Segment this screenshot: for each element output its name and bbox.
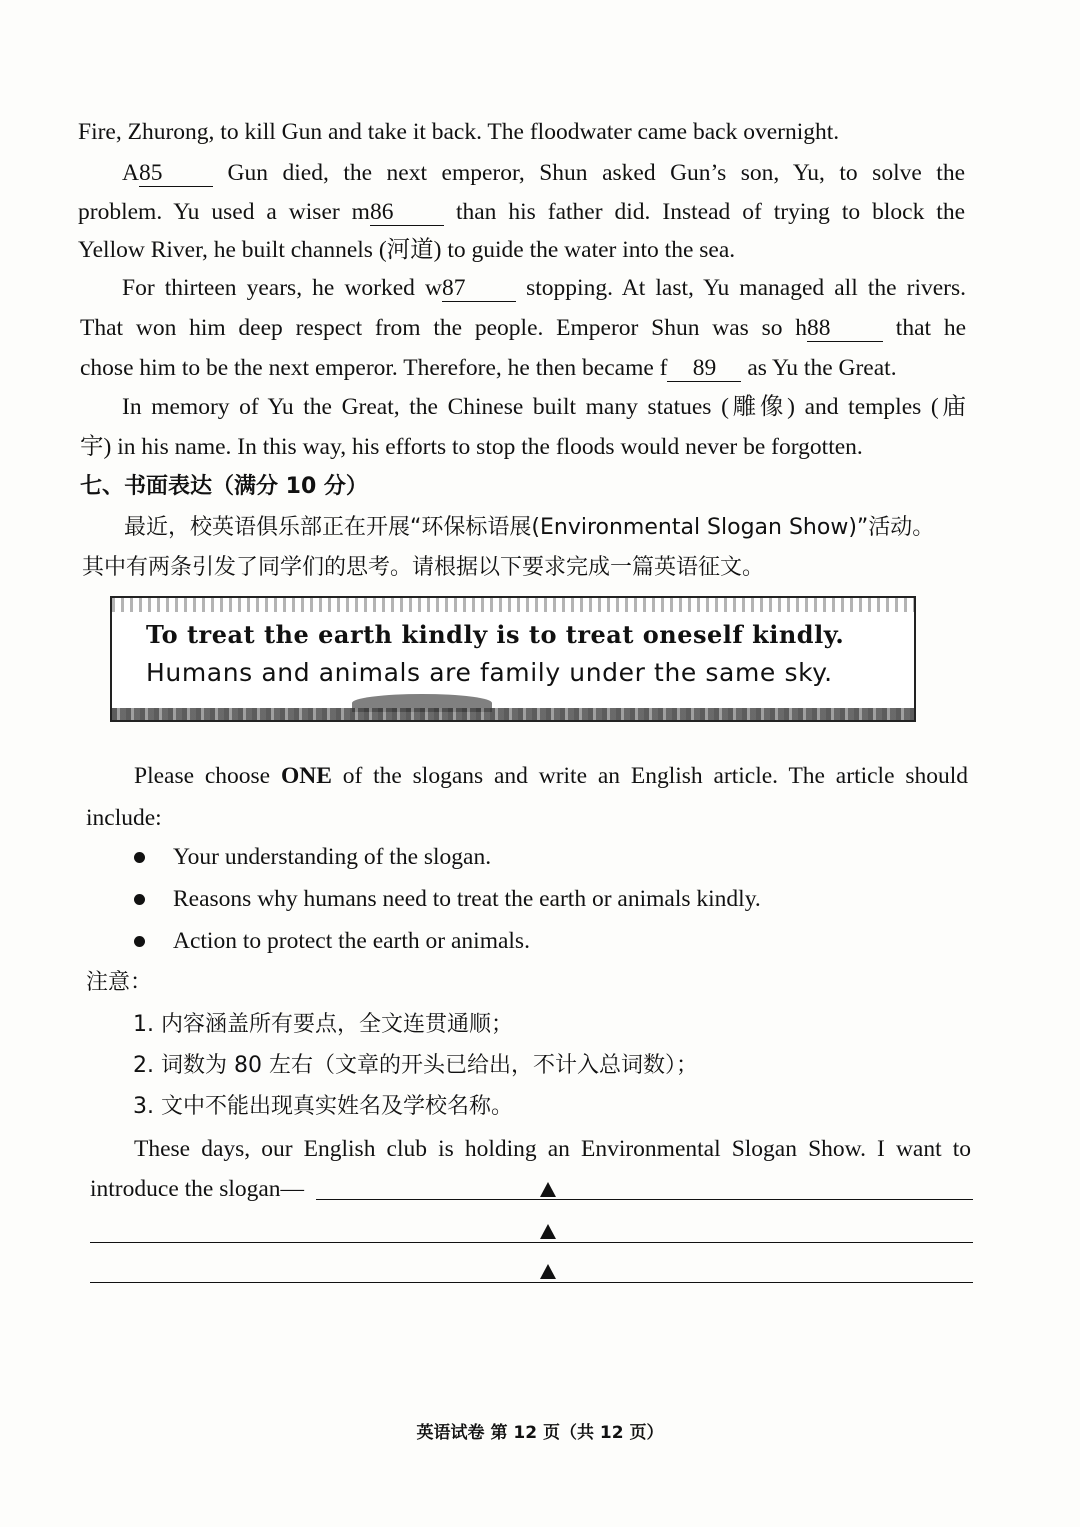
slogan-1: To treat the earth kindly is to treat oneself kindly. xyxy=(146,620,845,649)
passage-line-1: Fire, Zhurong, to kill Gun and take it back. The floodwater came back overnight. xyxy=(78,119,840,145)
note-2: 2. 词数为 80 左右（文章的开头已给出，不计入总词数）； xyxy=(133,1053,698,1078)
passage-paragraph-4-line-2: 宇) in his name. In this way, his efforts to stop the floods would never be forgotten. xyxy=(80,434,863,460)
triangle-marker-icon xyxy=(540,1264,556,1279)
slogan-2: Humans and animals are family under the same sky. xyxy=(146,658,833,687)
grass-decoration-bottom xyxy=(112,708,914,720)
passage-paragraph-2-line-1: A85 Gun died, the next emperor, Shun asked Gun’s son, Yu, to solve the xyxy=(122,160,966,186)
blank-89[interactable]: 89 xyxy=(667,355,741,382)
note-3: 3. 文中不能出现真实姓名及学校名称。 xyxy=(133,1094,513,1119)
slogan-box xyxy=(110,596,916,722)
blank-87[interactable]: 87 xyxy=(442,275,516,302)
article-start-line-2: introduce the slogan— xyxy=(90,1176,305,1202)
bullet-icon xyxy=(134,852,145,863)
requirement-1: Your understanding of the slogan. xyxy=(173,844,492,870)
bullet-icon xyxy=(134,936,145,947)
triangle-marker-icon xyxy=(540,1182,556,1197)
instruction-line-2: include: xyxy=(86,805,162,831)
requirement-3: Action to protect the earth or animals. xyxy=(173,928,530,954)
grass-decoration-top xyxy=(112,598,914,612)
page-footer: 英语试卷 第 12 页（共 12 页） xyxy=(416,1423,664,1443)
blank-85[interactable]: 85 xyxy=(139,160,213,187)
requirement-2: Reasons why humans need to treat the earth or animals kindly. xyxy=(173,886,761,912)
passage-paragraph-4-line-1: In memory of Yu the Great, the Chinese built many statues (雕像) and temples (庙 xyxy=(122,394,966,420)
instruction-line-1: Please choose ONE of the slogans and write an English article. The article should xyxy=(134,763,969,789)
writing-intro-line-2: 其中有两条引发了同学们的思考。请根据以下要求完成一篇英语征文。 xyxy=(82,555,765,580)
passage-paragraph-3-line-2: That won him deep respect from the people. Emperor Shun was so h88 that he xyxy=(80,315,966,341)
notes-title: 注意： xyxy=(86,970,153,995)
blank-88[interactable]: 88 xyxy=(807,315,883,342)
note-1: 1. 内容涵盖所有要点，全文连贯通顺； xyxy=(133,1012,513,1037)
triangle-marker-icon xyxy=(540,1224,556,1239)
passage-paragraph-3-line-1: For thirteen years, he worked w87 stopping. At last, Yu managed all the rivers. xyxy=(122,275,967,301)
passage-paragraph-2-line-2: problem. Yu used a wiser m86 than his father did. Instead of trying to block the xyxy=(78,199,965,225)
answer-line-2[interactable] xyxy=(90,1242,973,1243)
writing-intro-line-1: 最近，校英语俱乐部正在开展“环保标语展(Environmental Slogan Show)”活动。 xyxy=(124,515,935,540)
section-title: 七、书面表达（满分 10 分） xyxy=(80,474,368,499)
answer-line-3[interactable] xyxy=(90,1282,973,1283)
bullet-icon xyxy=(134,894,145,905)
blank-86[interactable]: 86 xyxy=(370,199,444,226)
passage-paragraph-3-line-3: chose him to be the next emperor. Therefore, he then became f 89 as Yu the Great. xyxy=(80,355,897,381)
answer-line-1[interactable] xyxy=(316,1199,973,1200)
passage-paragraph-2-line-3: Yellow River, he built channels (河道) to guide the water into the sea. xyxy=(78,237,736,263)
article-start-line-1: These days, our English club is holding an Environmental Slogan Show. I want to xyxy=(134,1136,971,1162)
